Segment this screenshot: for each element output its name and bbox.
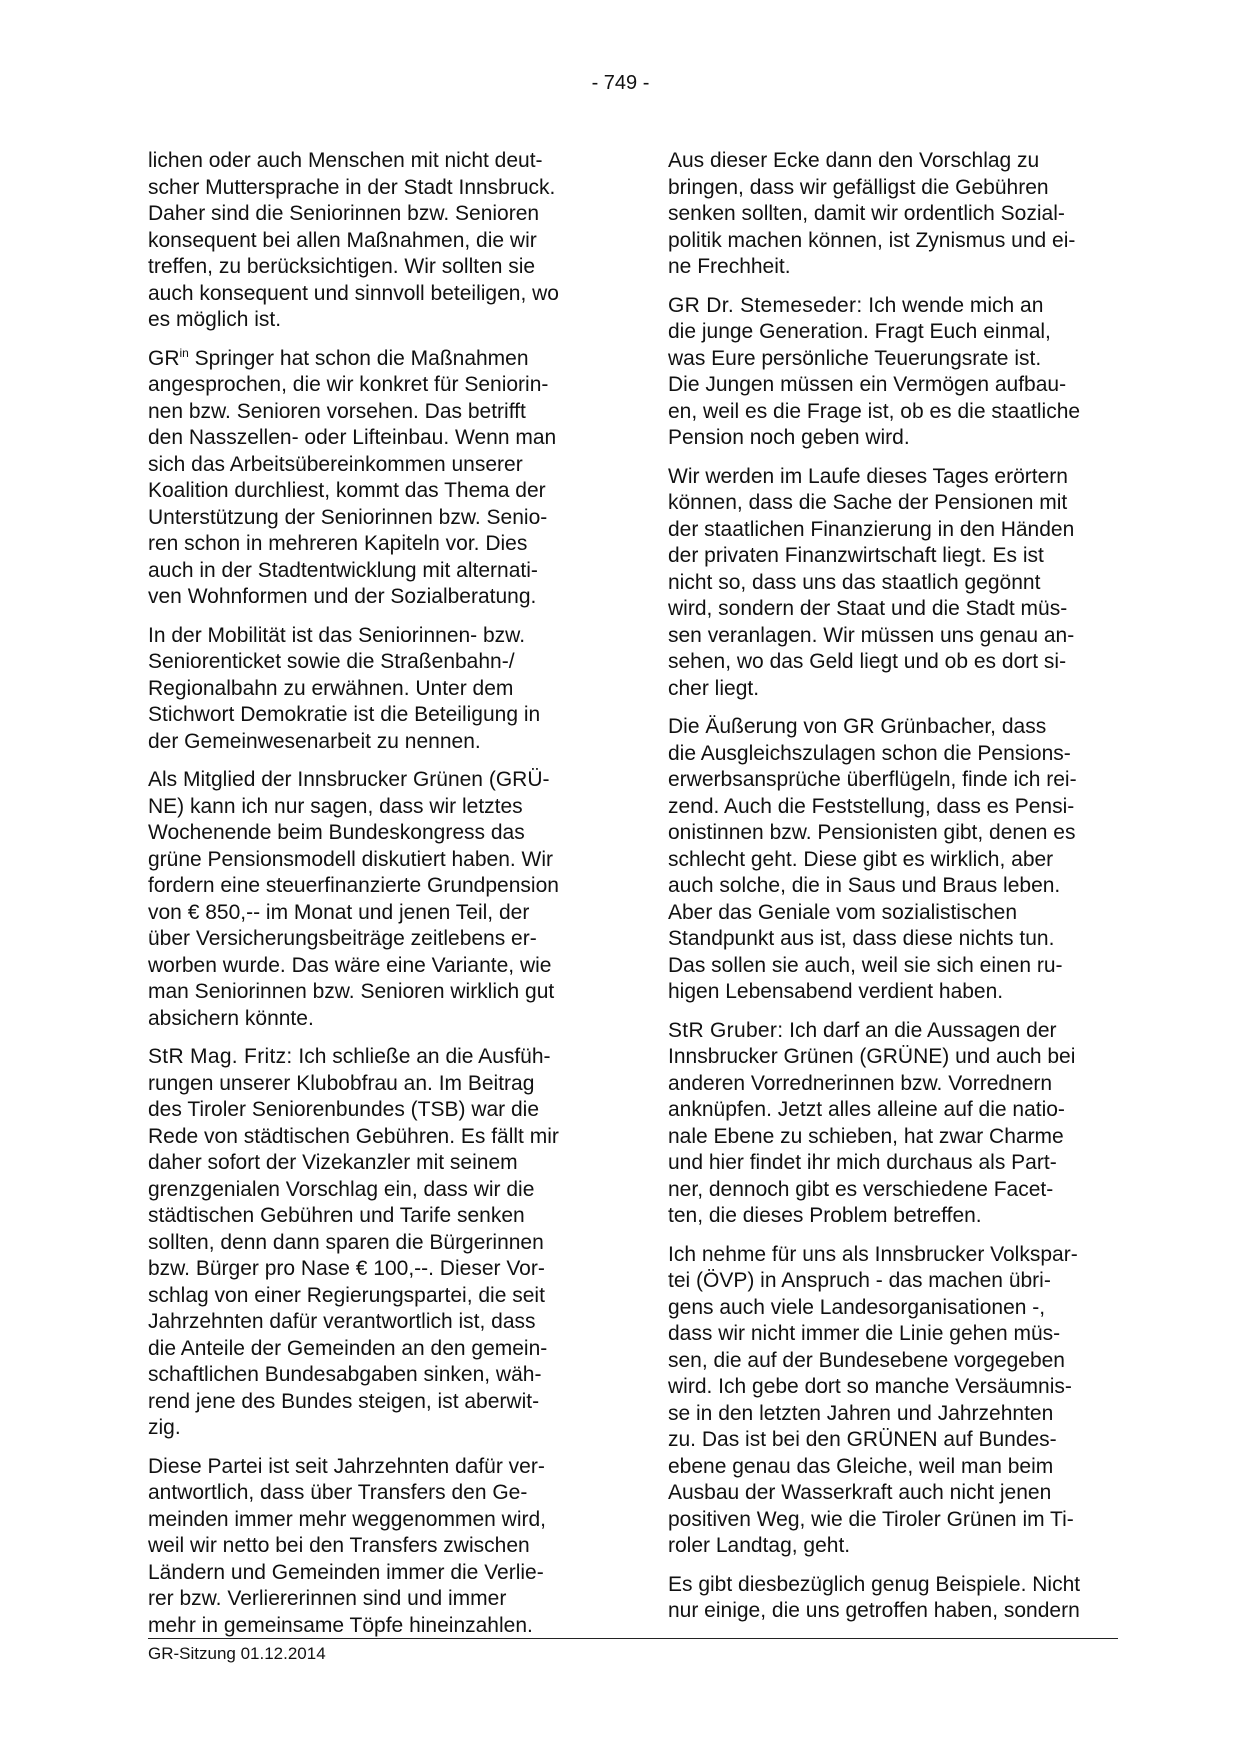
paragraph bbox=[668, 293, 1118, 452]
paragraph-text: Ich wende mich an die junge Generation. Fragt Euch einmal, was Eure persönliche Teuerungsrate ist. Die Jungen müssen ein Vermögen aufbau- en, weil es die Frage ist, ob es die staatliche Pension noch geben wird. bbox=[668, 293, 1081, 449]
paragraph bbox=[148, 346, 598, 611]
page-number: - 749 - bbox=[591, 72, 650, 94]
left-column bbox=[148, 148, 598, 1651]
speaker-name: StR Gruber: bbox=[668, 1018, 784, 1042]
paragraph-text: Springer hat schon die Maßnahmen angesprochen, die wir konkret für Seniorin- nen bzw. Senioren vorsehen. Das betrifft den Nasszellen- oder Lifteinbau. Wenn man sich das Arbeitsübereinkommen unserer Koalition durchliest, kommt das Thema der Unterstützung der Seniorinnen bzw. Senio- ren schon in mehreren Kapiteln vor. Dies auch in der Stadtentwicklung mit alternati- ven Wohnformen und der Sozialberatung. bbox=[148, 346, 557, 608]
speaker-title: GR bbox=[148, 346, 180, 370]
paragraph: Wir werden im Laufe dieses Tages erörtern können, dass die Sache der Pensionen mit der staatlichen Finanzierung in den Händen der privaten Finanzwirtschaft liegt. Es ist nicht so, dass uns das staatlich gegönnt wird, sondern der Staat und die Stadt müs- sen veranlagen. Wir müssen uns genau an- sehen, wo das Geld liegt und ob es dort si- cher liegt. bbox=[668, 464, 1075, 700]
paragraph bbox=[668, 1018, 1118, 1230]
paragraph: lichen oder auch Menschen mit nicht deut- scher Muttersprache in der Stadt Innsbruck. Daher sind die Seniorinnen bzw. Senioren konsequent bei allen Maßnahmen, die wir treffen, zu berücksichtigen. Wir sollten sie auch konsequent und sinnvoll beteiligen, wo es möglich ist. bbox=[148, 149, 559, 331]
paragraph: Diese Partei ist seit Jahrzehnten dafür ver- antwortlich, dass über Transfers den Ge- meinden immer mehr weggenommen wird, weil wir netto bei den Transfers zwischen Ländern und Gemeinden immer die Verlie- rer bzw. Verliererinnen sind und immer mehr in gemeinsame Töpfe hineinzahlen. bbox=[148, 1454, 546, 1637]
speaker-title-suffix: in bbox=[179, 345, 189, 360]
paragraph-text: Ich schließe an die Ausfüh- rungen unserer Klubobfrau an. Im Beitrag des Tiroler Seniorenbundes (TSB) war die Rede von städtischen Gebühren. Es fällt mir daher sofort der Vizekanzler mit seinem grenzgenialen Vorschlag ein, dass wir die städtischen Gebühren und Tarife senken sollten, denn dann sparen die Bürgerinnen bzw. Bürger pro Nase € 100,--. Dieser Vor- schlag von einer Regierungspartei, die seit Jahrzehnten dafür verantwortlich ist, dass die Anteile der Gemeinden an den gemein- schaftlichen Bundesabgaben sinken, wäh- rend jene des Bundes steigen, ist aberwit- zig. bbox=[148, 1045, 559, 1439]
paragraph bbox=[148, 1044, 598, 1442]
speaker-name: StR Mag. Fritz: bbox=[148, 1045, 293, 1068]
right-column bbox=[668, 148, 1118, 1637]
paragraph: Als Mitglied der Innsbrucker Grünen (GRÜ- NE) kann ich nur sagen, dass wir letztes Wochenende beim Bundeskongress das grüne Pensionsmodell diskutiert haben. Wir fordern eine steuerfinanzierte Grundpension von € 850,-- im Monat und jenen Teil, der über Versicherungsbeiträge zeitlebens er- worben wurde. Das wäre eine Variante, wie man Seniorinnen bzw. Senioren wirklich gut absichern könnte. bbox=[148, 768, 559, 1030]
paragraph: Die Äußerung von GR Grünbacher, dass die Ausgleichszulagen schon die Pensions- erwerbsansprüche überflügeln, finde ich rei- zend. Auch die Feststellung, dass es Pensi- onistinnen bzw. Pensionisten gibt, denen es schlecht geht. Diese gibt es wirklich, aber auch solche, die in Saus und Braus leben. Aber das Geniale vom sozialistischen Standpunkt aus ist, dass diese nichts tun. Das sollen sie auch, weil sie sich einen ru- higen Lebensabend verdient haben. bbox=[668, 715, 1077, 1003]
footer-session-date: GR-Sitzung 01.12.2014 bbox=[148, 1644, 326, 1663]
paragraph: Aus dieser Ecke dann den Vorschlag zu bringen, dass wir gefälligst die Gebühren senken sollten, damit wir ordentlich Sozial- politik machen können, ist Zynismus und ei- ne Frechheit. bbox=[668, 149, 1076, 278]
paragraph-text: Ich darf an die Aussagen der Innsbrucker Grünen (GRÜNE) und auch bei anderen Vorrednerinnen bzw. Vorrednern anknüpfen. Jetzt alles alleine auf die natio- nale Ebene zu schieben, hat zwar Charme und hier findet ihr mich durchaus als Part- ner, dennoch gibt es verschiedene Facet- ten, die dieses Problem betreffen. bbox=[668, 1018, 1076, 1227]
paragraph: Es gibt diesbezüglich genug Beispiele. Nicht nur einige, die uns getroffen haben, sondern bbox=[668, 1572, 1081, 1622]
paragraph: In der Mobilität ist das Seniorinnen- bzw. Seniorenticket sowie die Straßenbahn-/ Regionalbahn zu erwähnen. Unter dem Stichwort Demokratie ist die Beteiligung in der Gemeinwesenarbeit zu nennen. bbox=[148, 623, 541, 753]
paragraph: Ich nehme für uns als Innsbrucker Volkspar- tei (ÖVP) in Anspruch - das machen übri- gens auch viele Landesorganisationen -, dass wir nicht immer die Linie gehen müs- sen, die auf der Bundesebene vorgegeben wird. Ich gebe dort so manche Versäumnis- se in den letzten Jahren und Jahrzehnten zu. Das ist bei den GRÜNEN auf Bundes- ebene genau das Gleiche, weil man beim Ausbau der Wasserkraft auch nicht jenen positiven Weg, wie die Tiroler Grünen im Ti- roler Landtag, geht. bbox=[668, 1242, 1078, 1557]
footer-divider bbox=[148, 1638, 1118, 1639]
speaker-name: GR Dr. Stemeseder: bbox=[668, 293, 863, 317]
